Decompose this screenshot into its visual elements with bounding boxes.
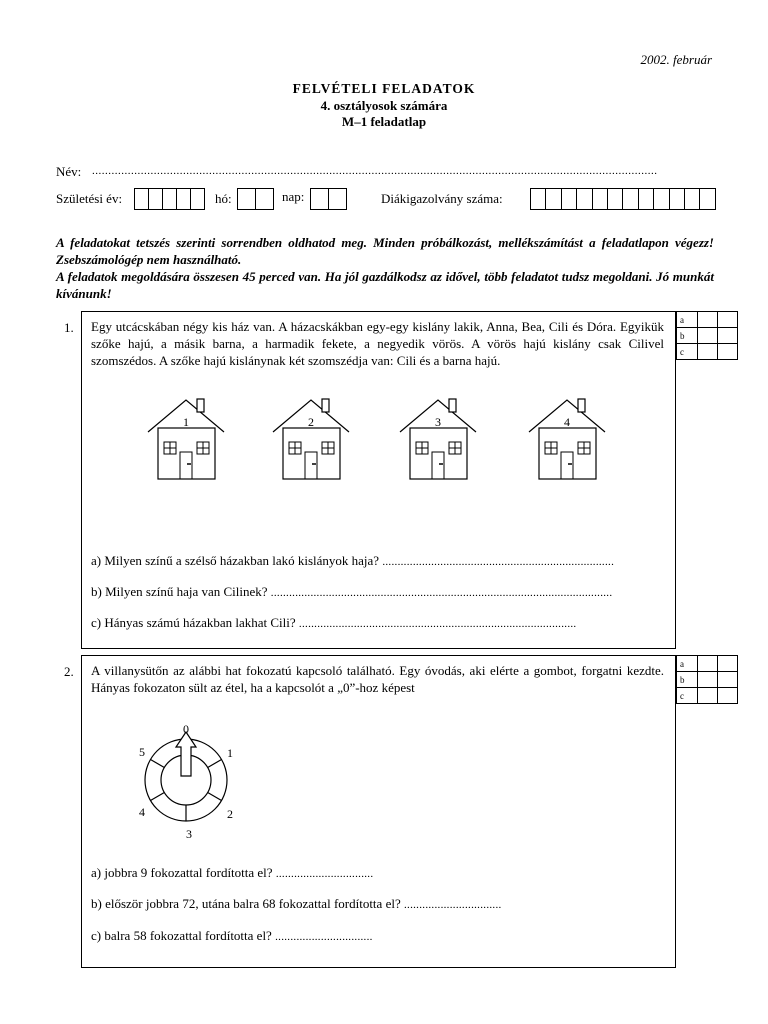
task1-question-a <box>91 553 614 569</box>
task2-question-c-text: c) balra 58 fokozattal fordította el? <box>91 928 272 943</box>
name-label: Név: <box>56 164 82 179</box>
task2-answer-a-field[interactable]: ................................ <box>275 868 374 880</box>
day-label: nap: <box>282 189 305 204</box>
dial-label-0: 0 <box>183 722 189 736</box>
dial-label-5: 5 <box>139 745 145 759</box>
task1-answer-c-field[interactable]: ........................................................................................... <box>298 618 577 630</box>
house-4-label: 4 <box>564 415 570 429</box>
task2-question-c <box>91 928 373 944</box>
student-id-boxes[interactable] <box>530 188 716 210</box>
grade-cell-b1[interactable] <box>698 672 718 688</box>
grade-cell-a1[interactable] <box>698 312 718 328</box>
task1-answer-a-field[interactable]: ............................................................................ <box>382 556 615 568</box>
task2-grading-grid <box>676 655 738 704</box>
task2-question-a <box>91 865 373 881</box>
sheet-id: M–1 feladatlap <box>341 114 427 129</box>
task1-question-c-text: c) Hányas számú házakban lakhat Cili? <box>91 615 296 630</box>
dial-label-1: 1 <box>227 746 233 760</box>
dial-label-4: 4 <box>139 805 145 819</box>
student-id-label: Diákigazolvány száma: <box>381 191 503 206</box>
page-title: FELVÉTELI FELADATOK <box>292 81 476 96</box>
house-3-label: 3 <box>435 415 441 429</box>
task1-answer-b-field[interactable]: ................................................................................................................ <box>270 587 613 599</box>
task2-text: A villanysütőn az alábbi hat fokozatú kapcsoló található. Egy óvodás, aki elérte a gombot, forgatni kezdte. Hányas fokozaton sült az étel, ha a kapcsolót a „0”-hoz képest <box>91 663 664 695</box>
grade-label-c: c <box>677 688 698 704</box>
task1-question-b-text: b) Milyen színű haja van Cilinek? <box>91 584 268 599</box>
task2-answer-b-field[interactable]: ................................ <box>403 899 502 911</box>
grade-cell-b2[interactable] <box>718 672 738 688</box>
name-field[interactable]: .............................................................................................................................................................................. <box>92 165 658 177</box>
task2-question-b <box>91 896 502 912</box>
grade-cell-c1[interactable] <box>698 688 718 704</box>
grade-cell-c2[interactable] <box>718 688 738 704</box>
grade-cell-a2[interactable] <box>718 312 738 328</box>
dial-label-2: 2 <box>227 807 233 821</box>
instructions-line-1: A feladatokat tetszés szerinti sorrendben oldhatod meg. Minden próbálkozást, mellékszámítást a feladatlapon végezz! Zsebszámológép nem használható. <box>56 235 714 267</box>
grade-label-a: a <box>677 312 698 328</box>
task1-number: 1. <box>64 320 74 335</box>
dial-label-3: 3 <box>186 827 192 841</box>
dial-pointer <box>176 732 196 776</box>
instructions <box>56 234 714 302</box>
day-boxes[interactable] <box>310 188 347 210</box>
month-boxes[interactable] <box>237 188 274 210</box>
grade-cell-c2[interactable] <box>718 344 738 360</box>
month-label: hó: <box>215 191 232 206</box>
page-subtitle: 4. osztályosok számára <box>320 98 448 113</box>
birth-year-boxes[interactable] <box>134 188 205 210</box>
grade-label-c: c <box>677 344 698 360</box>
grade-label-a: a <box>677 656 698 672</box>
grade-label-b: b <box>677 672 698 688</box>
task2-number: 2. <box>64 664 74 679</box>
dial-illustration <box>126 720 246 840</box>
grade-cell-c1[interactable] <box>698 344 718 360</box>
house-2 <box>273 399 349 479</box>
task1-question-a-text: a) Milyen színű a szélső házakban lakó kislányok haja? <box>91 553 380 568</box>
instructions-line-2: A feladatok megoldására összesen 45 perced van. Ha jól gazdálkodsz az idővel, több feladatot tudsz megoldani. Jó munkát kívánunk! <box>56 269 714 301</box>
task1-text: Egy utcácskában négy kis ház van. A házacskákban egy-egy kislány lakik, Anna, Bea, Cili és Dóra. Egyikük szőke hajú, a másik barna, a harmadik fekete, a negyedik vörös. A vörös hajú kislány csak Cilivel szomszédos. A szőke hajú kislánynak két szomszédja van: Cili és a barna hajú. <box>91 319 664 368</box>
task2-answer-c-field[interactable]: ................................ <box>275 931 373 943</box>
house-1 <box>148 399 224 479</box>
task1-question-b <box>91 584 612 600</box>
task2-question-b-text: b) először jobbra 72, utána balra 68 fokozattal fordította el? <box>91 896 401 911</box>
task2-question-a-text: a) jobbra 9 fokozattal fordította el? <box>91 865 273 880</box>
task1-grading-grid <box>676 311 738 360</box>
house-3 <box>400 399 476 479</box>
grade-cell-b1[interactable] <box>698 328 718 344</box>
house-4 <box>529 399 605 479</box>
house-2-label: 2 <box>308 415 314 429</box>
grade-cell-a2[interactable] <box>718 656 738 672</box>
grade-cell-a1[interactable] <box>698 656 718 672</box>
house-1-label: 1 <box>183 415 189 429</box>
grade-label-b: b <box>677 328 698 344</box>
grade-cell-b2[interactable] <box>718 328 738 344</box>
birth-year-label: Születési év: <box>56 191 123 206</box>
date: 2002. február <box>640 52 712 67</box>
houses-illustration <box>130 392 650 487</box>
task1-question-c <box>91 615 576 631</box>
